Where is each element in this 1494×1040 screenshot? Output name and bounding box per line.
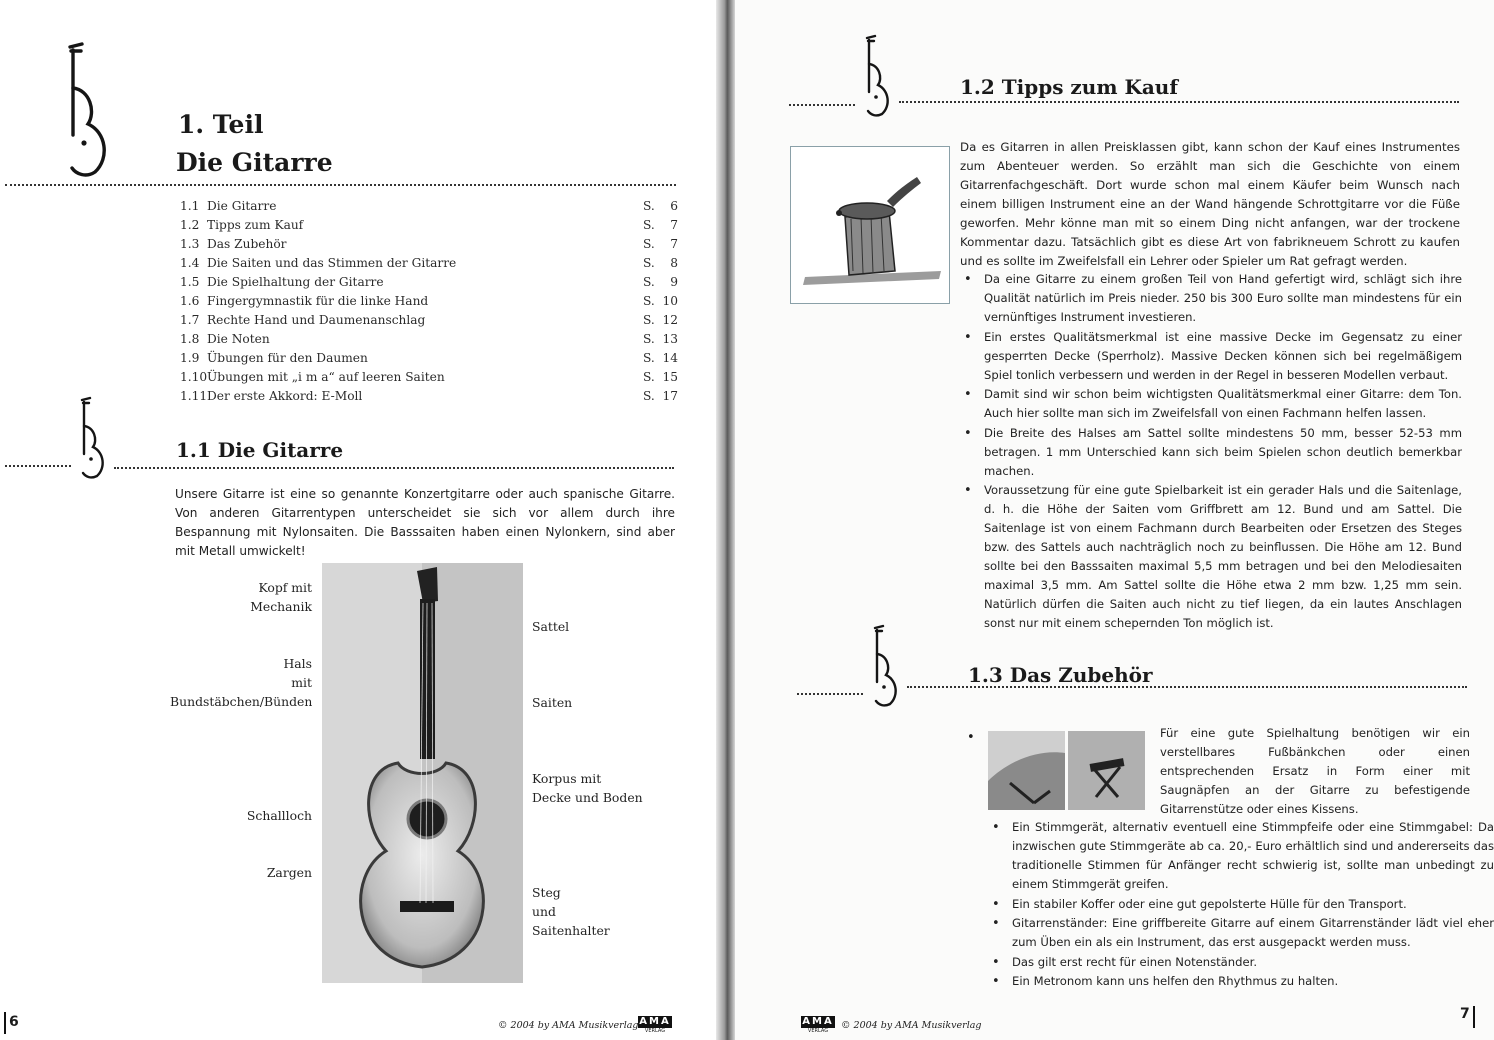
dotted-rule bbox=[797, 693, 863, 695]
list-item: • Voraussetzung für eine gute Spielbarkeit ist ein gerader Hals und die Saitenlage, d. h. die Höhe der Saiten vom Griffbrett am 12. Bund und am Sattel. Die Saitenlage ist von einem Fachmann durch Bearbeiten oder Ersetzen des Steges bzw. des Sattels auch nachträglich noch zu beinflussen. Die Höhe am 12. Bund sollte bei den Basssaiten maximal 5,5 mm betragen und bei den Melodiesaiten maximal 3,5 mm. Am Sattel sollte die Höhe etwa 2 mm bzw. 1,25 mm sein. Natürlich dürfen die Saiten auch nicht zu tief liegen, da ein lautes Anschlagen sonst nur mit einem schepernden Ton möglich ist. bbox=[984, 481, 1462, 633]
toc-row[interactable] bbox=[180, 389, 678, 408]
toc-row[interactable] bbox=[180, 275, 678, 294]
toc-title: Der erste Akkord: E-Moll bbox=[207, 389, 363, 403]
right-page bbox=[735, 0, 1494, 1040]
toc-page-prefix: S. bbox=[643, 237, 655, 251]
guitar-icon bbox=[322, 563, 523, 983]
toc-number: 1.1 bbox=[180, 199, 200, 213]
toc-title: Das Zubehör bbox=[207, 237, 287, 251]
section-title-12: 1.2 Tipps zum Kauf bbox=[960, 75, 1178, 99]
label-line: Hals bbox=[283, 656, 312, 671]
toc-page: 8 bbox=[670, 256, 678, 270]
trashcan-guitar-icon bbox=[791, 147, 949, 303]
dotted-rule bbox=[5, 465, 71, 467]
left-page bbox=[0, 0, 716, 1040]
label-line: Bundstäbchen/Bünden bbox=[170, 694, 313, 709]
dotted-rule bbox=[899, 101, 1459, 103]
toc-page-prefix: S. bbox=[643, 370, 655, 384]
toc-page: 7 bbox=[670, 237, 678, 251]
toc-title: Fingergymnastik für die linke Hand bbox=[207, 294, 429, 308]
part-number: 1. Teil bbox=[178, 110, 264, 139]
toc-number: 1.6 bbox=[180, 294, 200, 308]
intro-paragraph: Unsere Gitarre ist eine so genannte Konzertgitarre oder auch spanische Gitarre. Von anderen Gitarrentypen unterscheidet sie sich vor allem durch ihre Bespannung mit Nylonsaiten. Die Basssaiten haben einen Nylonkern, sind aber mit Metall umwickelt! bbox=[175, 487, 675, 558]
toc-number: 1.11 bbox=[180, 389, 208, 403]
guitar-emblem-icon bbox=[869, 624, 903, 710]
toc-title: Die Noten bbox=[207, 332, 270, 346]
toc-title: Die Saiten und das Stimmen der Gitarre bbox=[207, 256, 457, 270]
label-steg bbox=[532, 883, 610, 940]
toc-number: 1.3 bbox=[180, 237, 200, 251]
list-item: • Ein Metronom kann uns helfen den Rhythmus zu halten. bbox=[1012, 972, 1494, 991]
toc-row[interactable] bbox=[180, 313, 678, 332]
footrest-icon bbox=[1068, 731, 1145, 810]
toc-page: 6 bbox=[670, 199, 678, 213]
page-marker bbox=[1473, 1006, 1475, 1028]
toc-row[interactable] bbox=[180, 294, 678, 313]
toc-title: Übungen für den Daumen bbox=[207, 351, 368, 365]
toc-page: 12 bbox=[662, 313, 678, 327]
toc-row[interactable] bbox=[180, 351, 678, 370]
toc-row[interactable] bbox=[180, 370, 678, 389]
section-title: 1.1 Die Gitarre bbox=[176, 438, 344, 462]
label-line: Korpus mit bbox=[532, 771, 602, 786]
label-line: und bbox=[532, 904, 556, 919]
toc-number: 1.10 bbox=[180, 370, 208, 384]
list-item: • Damit sind wir schon beim wichtigsten Qualitätsmerkmal einer Gitarre: dem Ton. Auch hier sollte man sich im Zweifelsfall von einen Fachmann helfen lassen. bbox=[984, 385, 1462, 423]
list-item: • Da eine Gitarre zu einem großen Teil von Hand gefertigt wird, schlägt sich ihre Qualität natürlich im Preis nieder. 250 bis 300 Euro sollte man mindestens für ein vernünftiges Instrument investieren. bbox=[984, 270, 1462, 327]
toc-title: Die Gitarre bbox=[207, 199, 277, 213]
footstool-photo bbox=[988, 731, 1065, 810]
logo-sub: VERLAG bbox=[807, 1028, 829, 1034]
toc-title: Die Spielhaltung der Gitarre bbox=[207, 275, 384, 289]
guitar-emblem-icon bbox=[861, 34, 895, 120]
label-sattel: Sattel bbox=[532, 619, 570, 634]
toc-row[interactable] bbox=[180, 332, 678, 351]
toc-page-prefix: S. bbox=[643, 294, 655, 308]
ama-logo bbox=[801, 1016, 835, 1034]
toc-page-prefix: S. bbox=[643, 313, 655, 327]
part-title: Die Gitarre bbox=[176, 148, 333, 177]
dotted-rule bbox=[5, 184, 676, 186]
toc-page: 17 bbox=[662, 389, 678, 403]
list-item: • Ein Stimmgerät, alternativ eventuell eine Stimmpfeife oder eine Stimmgabel: Da inzwischen gute Stimmgeräte ab ca. 20,- Euro erhältlich sind und andererseits das traditionelle Stimmen für Anfänger recht schwierig ist, sollte man unbedingt zu einem Stimmgerät greifen. bbox=[1012, 818, 1494, 894]
book-gutter bbox=[716, 0, 735, 1040]
copyright-footer: © 2004 by AMA Musikverlag bbox=[498, 1020, 639, 1031]
logo-text: AMA bbox=[802, 1016, 834, 1027]
label-line: Saitenhalter bbox=[532, 923, 610, 938]
guitar-emblem-icon bbox=[76, 396, 110, 480]
list-item: • Ein stabiler Koffer oder eine gut gepolsterte Hülle für den Transport. bbox=[1012, 895, 1494, 914]
first-bullet-13: Für eine gute Spielhaltung benötigen wir ein verstellbares Fußbänkchen oder einen entsprechenden Ersatz in Form einer mit Saugnäpfen an der Gitarre zu befestigende Gitarrenstütze oder eines Kissens. bbox=[1160, 726, 1470, 816]
page-number: 7 bbox=[1460, 1006, 1470, 1022]
toc-number: 1.9 bbox=[180, 351, 200, 365]
footstool-icon bbox=[988, 731, 1065, 810]
toc-row[interactable] bbox=[180, 237, 678, 256]
toc-page: 13 bbox=[662, 332, 678, 346]
bullet-list-12 bbox=[960, 270, 1462, 634]
toc-page-prefix: S. bbox=[643, 275, 655, 289]
toc-number: 1.7 bbox=[180, 313, 200, 327]
intro-paragraph-12: Da es Gitarren in allen Preisklassen gibt, kann schon der Kauf eines Instrumentes zum Abenteuer werden. So erzählt man sich die Geschichte von einem Gitarrenfachgeschäft. Dort wurde schon mal einem Käufer beim Wunsch nach einem billigen Instrument eine an der Wand hängende Schrottgitarre vor die Füße geworfen. Mehr könne man mit so einem Ding nicht anfangen, war der trockene Kommentar dazu. Tatsächlich gibt es diese Art von fabrikneuem Schrott zu kaufen und es sollte im Zweifelsfall ein Lehrer oder Spieler um Rat gefragt werden. bbox=[960, 140, 1460, 268]
logo-sub: VERLAG bbox=[644, 1028, 666, 1034]
label-schallloch: Schallloch bbox=[246, 808, 312, 823]
label-line: Decke und Boden bbox=[532, 790, 643, 805]
toc-page: 15 bbox=[662, 370, 678, 384]
ama-logo bbox=[638, 1016, 672, 1034]
toc-page-prefix: S. bbox=[643, 256, 655, 270]
toc-page-prefix: S. bbox=[643, 351, 655, 365]
label-korpus bbox=[532, 769, 643, 807]
toc-page: 7 bbox=[670, 218, 678, 232]
toc-number: 1.5 bbox=[180, 275, 200, 289]
list-item: • Die Breite des Halses am Sattel sollte mindestens 50 mm, besser 52-53 mm betragen. 1 mm Unterschied kann sich beim Spielen schon deutlich bemerkbar machen. bbox=[984, 424, 1462, 481]
toc-title: Rechte Hand und Daumenanschlag bbox=[207, 313, 426, 327]
toc-page-prefix: S. bbox=[643, 218, 655, 232]
dotted-rule bbox=[114, 467, 674, 469]
label-line: Kopf mit bbox=[258, 580, 312, 595]
list-item: • Ein erstes Qualitätsmerkmal ist eine massive Decke im Gegensatz zu einer gesperrten Decke (Sperrholz). Massive Decken können sich bei regelmäßigem Spiel tonlich verbessern und werden in der Regel in besseren Modellen verbaut. bbox=[984, 328, 1462, 385]
bullet-marker: • bbox=[967, 730, 975, 745]
copyright-footer: © 2004 by AMA Musikverlag bbox=[841, 1020, 982, 1031]
page-number: 6 bbox=[9, 1014, 19, 1030]
section-title-13: 1.3 Das Zubehör bbox=[968, 663, 1153, 687]
toc-title: Übungen mit „i m a“ auf leeren Saiten bbox=[207, 370, 445, 384]
label-zargen: Zargen bbox=[266, 865, 312, 880]
trashcan-illustration bbox=[790, 146, 950, 304]
toc-number: 1.2 bbox=[180, 218, 200, 232]
footrest-photo bbox=[1068, 731, 1145, 810]
toc-page: 9 bbox=[670, 275, 678, 289]
label-line: Mechanik bbox=[250, 599, 312, 614]
guitar-photo bbox=[322, 563, 523, 983]
label-line: Steg bbox=[532, 885, 561, 900]
toc-number: 1.8 bbox=[180, 332, 200, 346]
logo-text: AMA bbox=[639, 1016, 671, 1027]
toc-number: 1.4 bbox=[180, 256, 200, 270]
label-hals bbox=[170, 654, 312, 711]
toc-row[interactable] bbox=[180, 256, 678, 275]
label-line: mit bbox=[291, 675, 312, 690]
toc-row[interactable] bbox=[180, 218, 678, 237]
toc-page: 10 bbox=[662, 294, 678, 308]
toc-row[interactable] bbox=[180, 199, 678, 218]
bullet-list-13 bbox=[988, 818, 1494, 992]
toc-page-prefix: S. bbox=[643, 389, 655, 403]
toc-page-prefix: S. bbox=[643, 332, 655, 346]
list-item: • Gitarrenständer: Eine griffbereite Gitarre auf einem Gitarrenständer lädt viel eher zum Üben ein als ein Instrument, das erst ausgepackt werden muss. bbox=[1012, 914, 1494, 952]
guitar-emblem-icon bbox=[60, 40, 116, 180]
toc-page-prefix: S. bbox=[643, 199, 655, 213]
label-kopf bbox=[180, 578, 312, 616]
page-marker bbox=[4, 1012, 6, 1034]
toc-title: Tipps zum Kauf bbox=[207, 218, 304, 232]
dotted-rule bbox=[789, 104, 855, 106]
list-item: • Das gilt erst recht für einen Notenständer. bbox=[1012, 953, 1494, 972]
toc-page: 14 bbox=[662, 351, 678, 365]
label-saiten: Saiten bbox=[532, 695, 573, 710]
